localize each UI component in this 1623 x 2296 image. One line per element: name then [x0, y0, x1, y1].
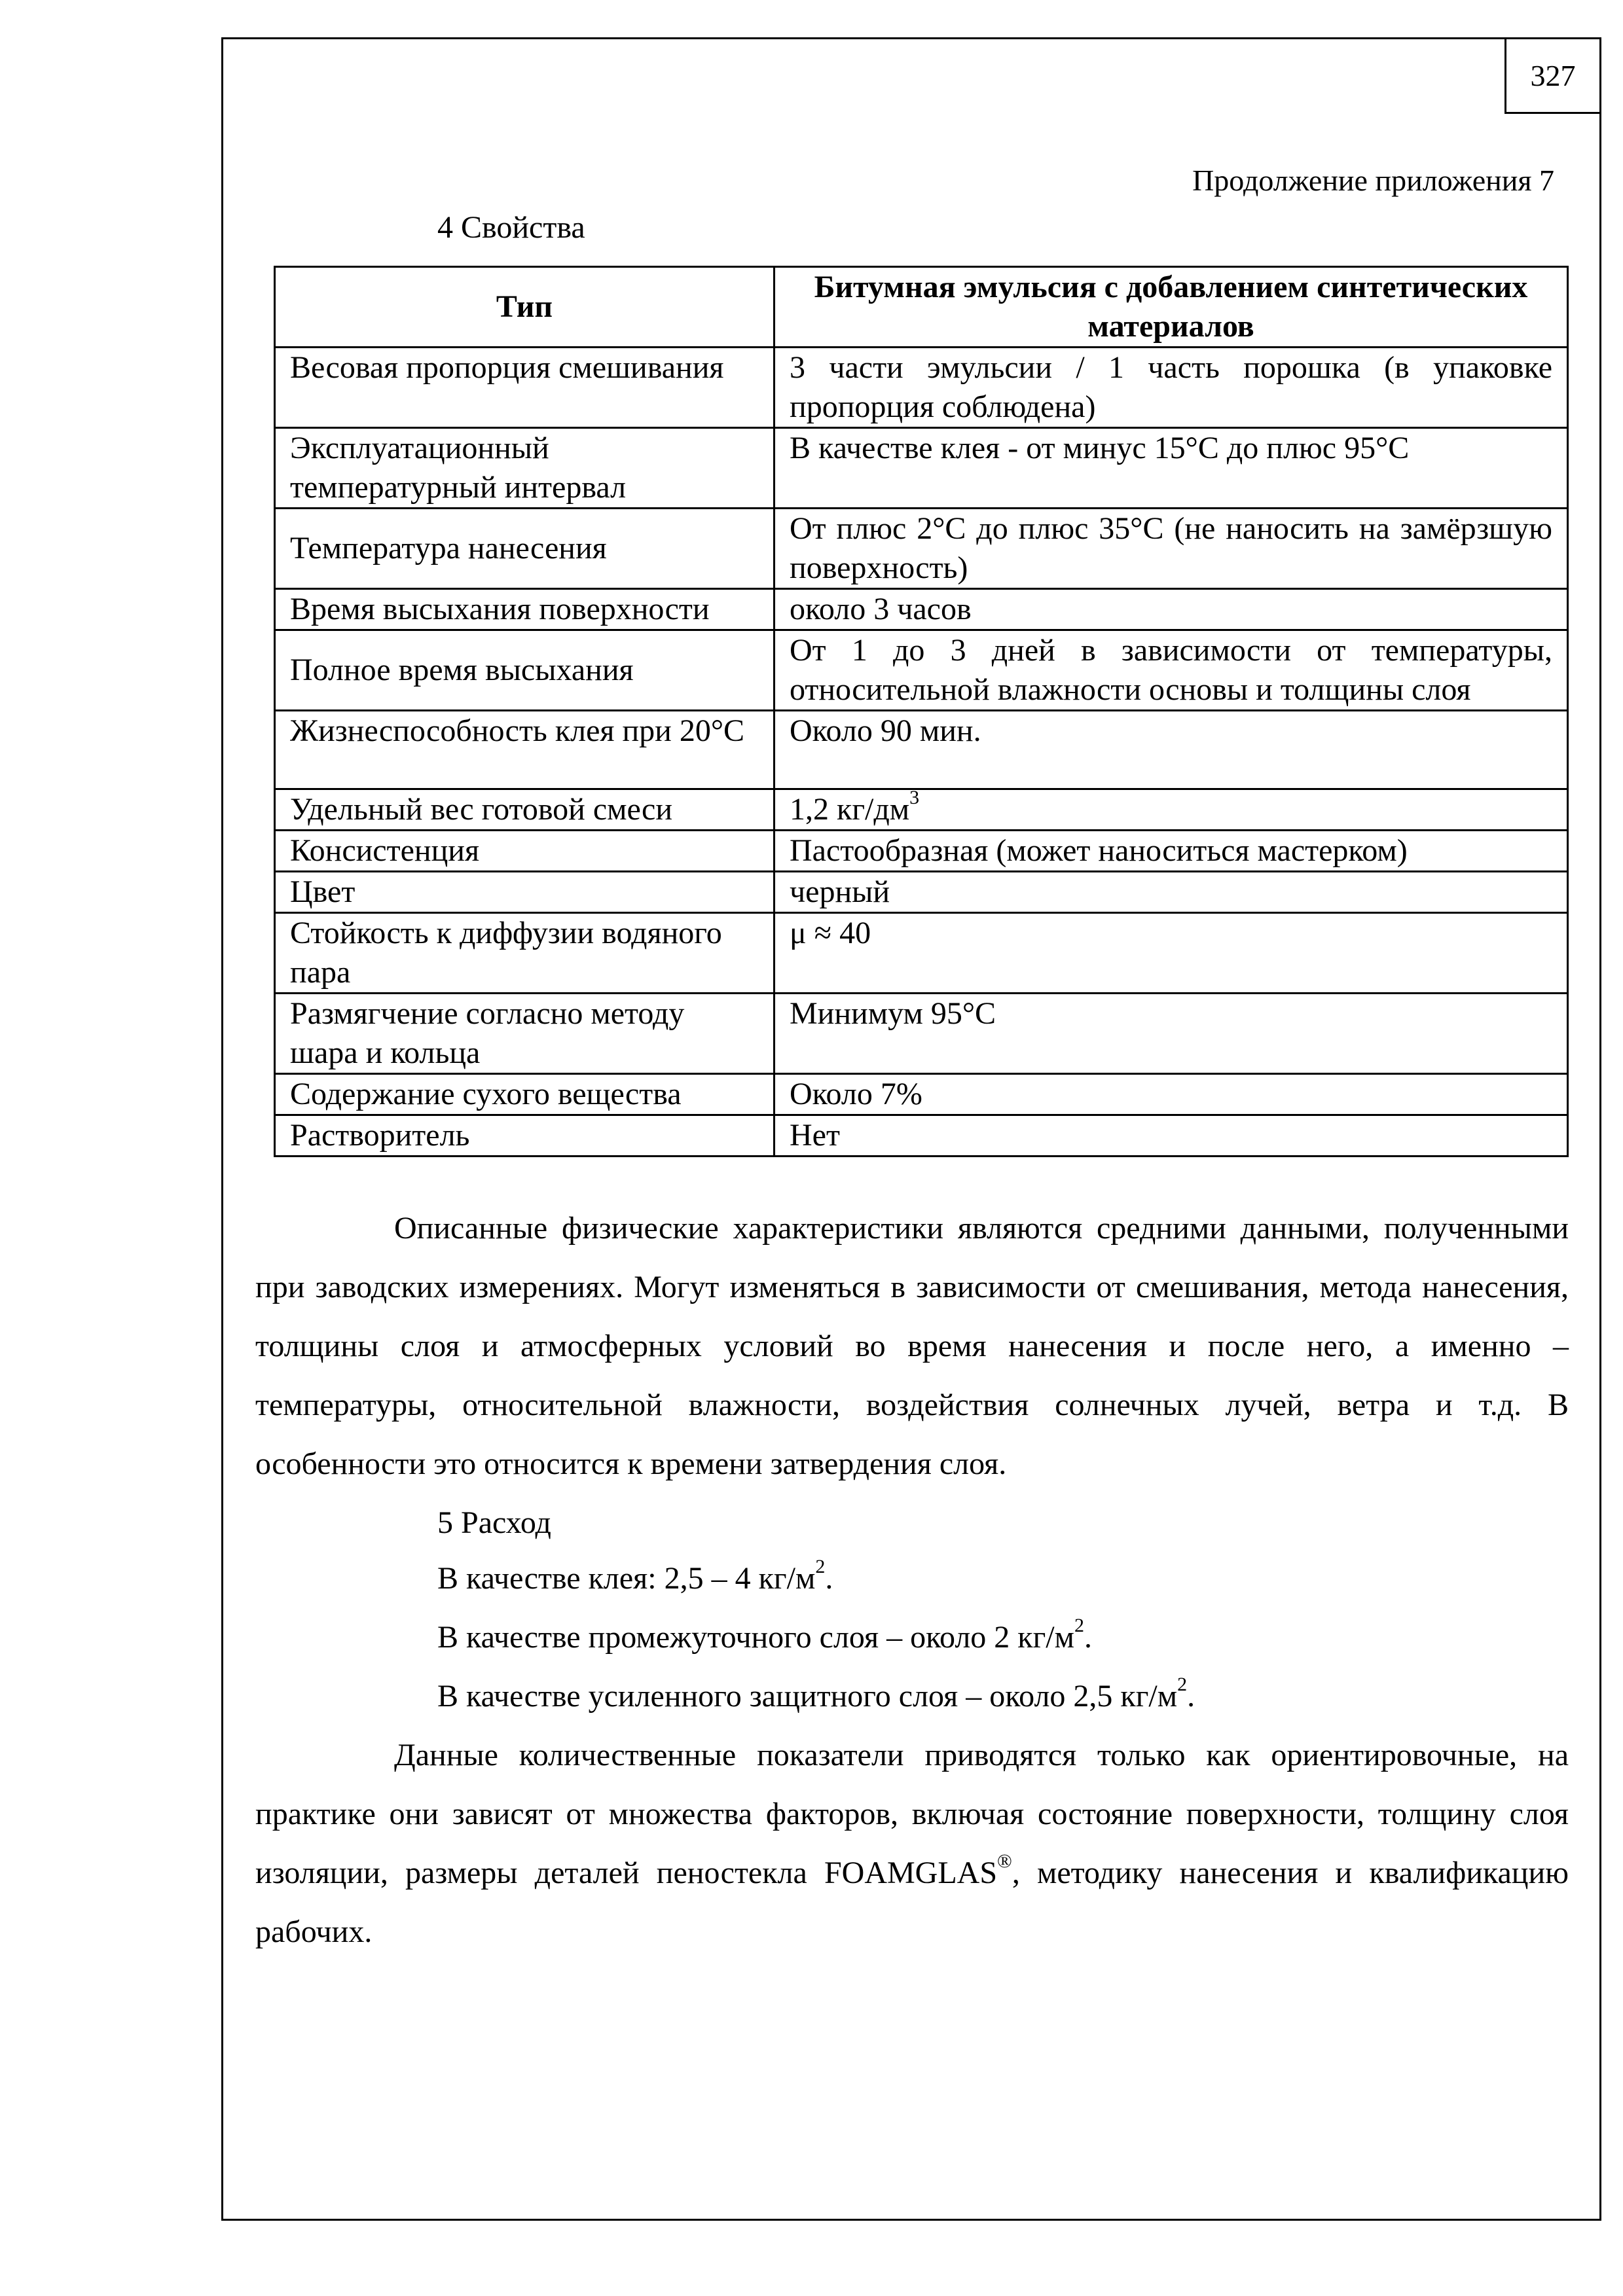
- properties-table: [274, 266, 1569, 1157]
- row-name: Температура нанесения: [275, 509, 775, 589]
- row-value: От 1 до 3 дней в зависимости от температуры, относительной влажности основы и толщины слоя: [775, 630, 1568, 711]
- header-type: Тип: [275, 267, 775, 348]
- table-row: [275, 1074, 1568, 1115]
- table-row: [275, 831, 1568, 872]
- superscript: 2: [1177, 1674, 1188, 1695]
- table-row: [275, 509, 1568, 589]
- consumption-text: В качестве промежуточного слоя – около 2 кг/м: [437, 1620, 1074, 1655]
- row-value-text: 1,2 кг/дм: [790, 792, 910, 827]
- row-value: Нет: [775, 1115, 1568, 1157]
- table-row: [275, 630, 1568, 711]
- punctuation: .: [1084, 1620, 1092, 1655]
- table-row: [275, 428, 1568, 509]
- row-value: черный: [775, 872, 1568, 913]
- table-row: [275, 789, 1568, 831]
- consumption-item: [437, 1667, 1195, 1726]
- section-5-title: 5 Расход: [437, 1505, 551, 1540]
- row-name: Стойкость к диффузии водяного пара: [275, 913, 775, 994]
- row-value: Пастообразная (может наноситься мастерком): [775, 831, 1568, 872]
- paragraph-text: Данные количественные показатели приводятся только как ориентировочные, на практике они зависят от множества факторов, включая состояние поверхности, толщину слоя изоляции, размеры деталей пеностекла FOAMGLAS: [255, 1738, 1569, 1890]
- continuation-label: Продолжение приложения 7: [1192, 164, 1554, 197]
- table-row: [275, 348, 1568, 428]
- row-name: Жизнеспособность клея при 20°С: [275, 711, 775, 789]
- row-value: [775, 789, 1568, 831]
- row-name: Весовая пропорция смешивания: [275, 348, 775, 428]
- row-value: около 3 часов: [775, 589, 1568, 630]
- table-header-row: [275, 267, 1568, 348]
- row-name: Полное время высыхания: [275, 630, 775, 711]
- punctuation: .: [825, 1561, 833, 1596]
- row-name: Эксплуатационный температурный интервал: [275, 428, 775, 509]
- row-name: Консистенция: [275, 831, 775, 872]
- header-material: Битумная эмульсия с добавлением синтетических материалов: [775, 267, 1568, 348]
- row-name: Содержание сухого вещества: [275, 1074, 775, 1115]
- table-row: [275, 994, 1568, 1074]
- consumption-text: В качестве клея: 2,5 – 4 кг/м: [437, 1561, 816, 1596]
- superscript: 2: [1074, 1615, 1084, 1636]
- table-row: [275, 711, 1568, 789]
- row-value: В качестве клея - от минус 15°С до плюс 95°С: [775, 428, 1568, 509]
- row-name: Время высыхания поверхности: [275, 589, 775, 630]
- table-row: [275, 872, 1568, 913]
- row-value: 3 части эмульсии / 1 часть порошка (в упаковке пропорция соблюдена): [775, 348, 1568, 428]
- consumption-text: В качестве усиленного защитного слоя – около 2,5 кг/м: [437, 1679, 1178, 1713]
- consumption-item: [437, 1608, 1092, 1667]
- table-row: [275, 589, 1568, 630]
- row-value: От плюс 2°С до плюс 35°С (не наносить на замёрзшую поверхность): [775, 509, 1568, 589]
- row-name: Цвет: [275, 872, 775, 913]
- row-value: Около 7%: [775, 1074, 1568, 1115]
- consumption-item: [437, 1549, 833, 1608]
- page-number: 327: [1504, 37, 1601, 114]
- superscript: 3: [909, 787, 920, 808]
- section-4-title: 4 Свойства: [437, 210, 585, 245]
- row-value: μ ≈ 40: [775, 913, 1568, 994]
- paragraph-indicative-values: [255, 1726, 1569, 1962]
- punctuation: .: [1187, 1679, 1195, 1713]
- row-value: Около 90 мин.: [775, 711, 1568, 789]
- registered-mark: ®: [997, 1850, 1012, 1872]
- table-row: [275, 913, 1568, 994]
- row-value: Минимум 95°С: [775, 994, 1568, 1074]
- paragraph-text: , методику нанесения и квалификацию рабочих.: [255, 1856, 1569, 1949]
- row-name: Удельный вес готовой смеси: [275, 789, 775, 831]
- row-name: Растворитель: [275, 1115, 775, 1157]
- row-name: Размягчение согласно методу шара и кольца: [275, 994, 775, 1074]
- paragraph-physical-characteristics: Описанные физические характеристики являются средними данными, полученными при заводских измерениях. Могут изменяться в зависимости от смешивания, метода нанесения, толщины слоя и атмосферных условий во время нанесения и после него, а именно – температуры, относительной влажности, воздействия солнечных лучей, ветра и т.д. В особенности это относится к времени затвердения слоя.: [255, 1211, 1569, 1481]
- table-row: [275, 1115, 1568, 1157]
- superscript: 2: [815, 1556, 826, 1577]
